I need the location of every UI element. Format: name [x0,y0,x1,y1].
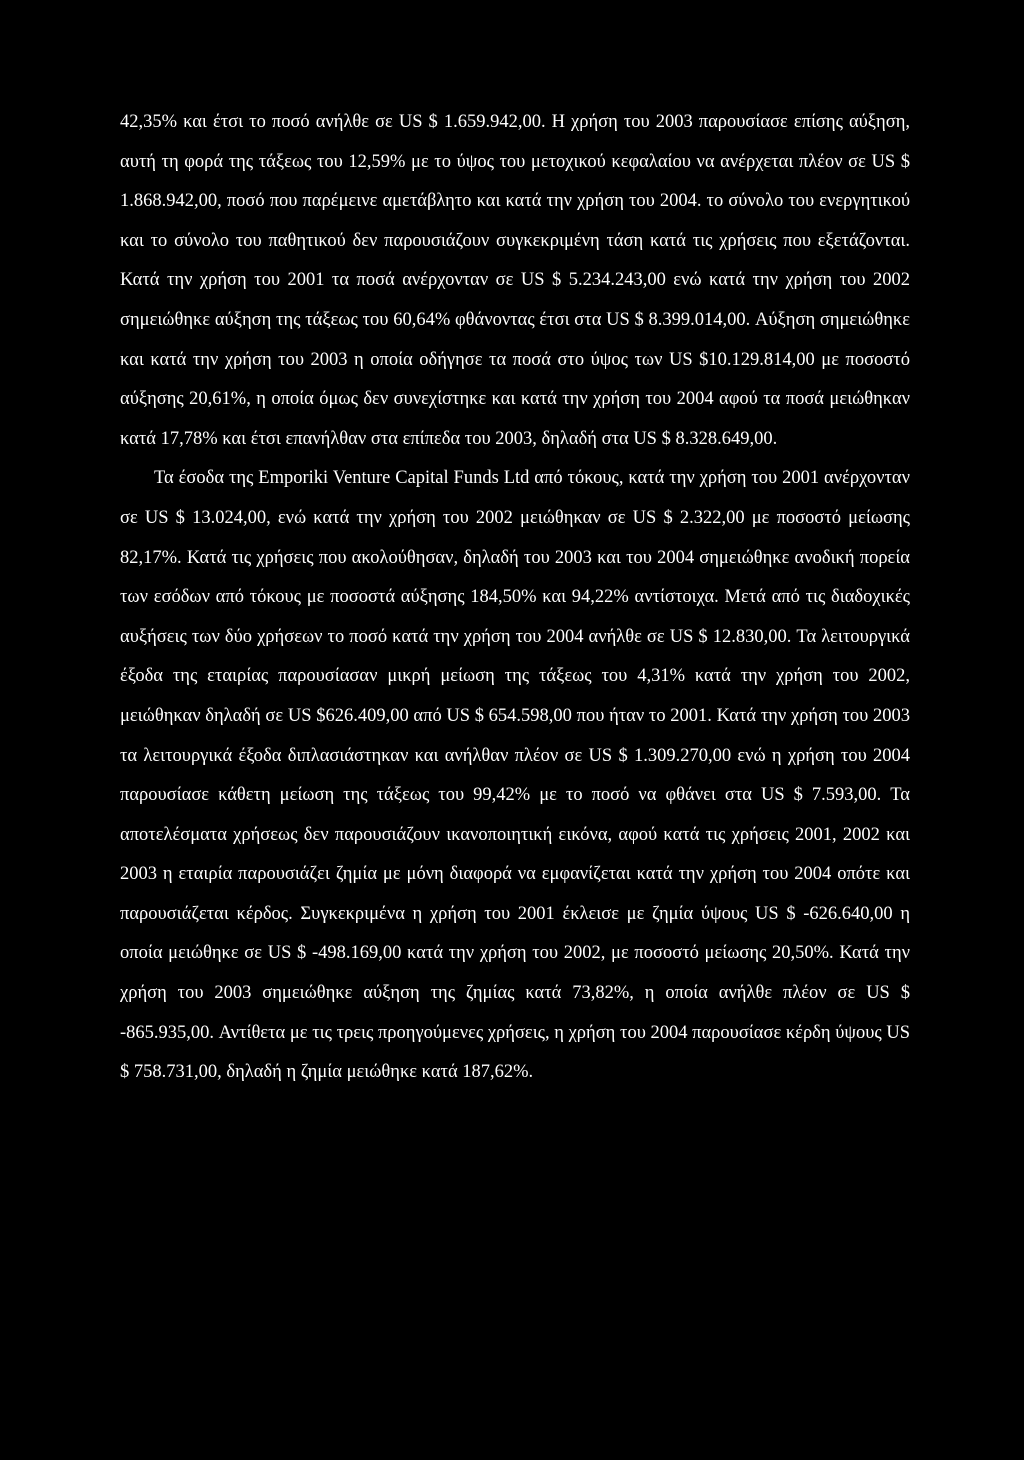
body-text [120,103,910,1093]
paragraph-interest-income: Τα έσοδα της Emporiki Venture Capital Funds Ltd από τόκους, κατά την χρήση του 2001 ανέρχονταν σε US $ 13.024,00, ενώ κατά την χρήση του 2002 μειώθηκαν σε US $ 2.322,00 με ποσοστό μείωσης 82,17%. Κατά τις χρήσεις που ακολούθησαν, δηλαδή του 2003 και του 2004 σημειώθηκε ανοδική πορεία των εσόδων από τόκους με ποσοστά αύξησης 184,50% και 94,22% αντίστοιχα. Μετά από τις διαδοχικές αυξήσεις των δύο χρήσεων το ποσό κατά την χρήση του 2004 ανήλθε σε US $ 12.830,00. Τα λειτουργικά έξοδα της εταιρίας παρουσίασαν μικρή μείωση της τάξεως του 4,31% κατά την χρήση του 2002, μειώθηκαν δηλαδή σε US $626.409,00 από US $ 654.598,00 που ήταν το 2001. Κατά την χρήση του 2003 τα λειτουργικά έξοδα διπλασιάστηκαν και ανήλθαν πλέον σε US $ 1.309.270,00 ενώ η χρήση του 2004 παρουσίασε κάθετη μείωση της τάξεως του 99,42% με το ποσό να φθάνει στα US $ 7.593,00. Τα αποτελέσματα χρήσεως δεν παρουσιάζουν ικανοποιητική εικόνα, αφού κατά τις χρήσεις 2001, 2002 και 2003 η εταιρία παρουσιάζει ζημία με μόνη διαφορά να εμφανίζεται κατά την χρήση του 2004 οπότε και παρουσιάζεται κέρδος. Συγκεκριμένα η χρήση του 2001 έκλεισε με ζημία ύψους US $ -626.640,00 η οποία μειώθηκε σε US $ -498.169,00 κατά την χρήση του 2002, με ποσοστό μείωσης 20,50%. Κατά την χρήση του 2003 σημειώθηκε αύξηση της ζημίας κατά 73,82%, η οποία ανήλθε πλέον σε US $ -865.935,00. Αντίθετα με τις τρεις προηγούμενες χρήσεις, η χρήση του 2004 παρουσίασε κέρδη ύψους US $ 758.731,00, δηλαδή η ζημία μειώθηκε κατά 187,62%. [120,468,910,1083]
paragraph-assets-liabilities: 42,35% και έτσι το ποσό ανήλθε σε US $ 1.659.942,00. Η χρήση του 2003 παρουσίασε επίσης αύξηση, αυτή τη φορά της τάξεως του 12,59% με το ύψος του μετοχικού κεφαλαίου να ανέρχεται πλέον σε US $ 1.868.942,00, ποσό που παρέμεινε αμετάβλητο και κατά την χρήση του 2004. το σύνολο του ενεργητικού και το σύνολο του παθητικού δεν παρουσιάζουν συγκεκριμένη τάση κατά τις χρήσεις που εξετάζονται. Κατά την χρήση του 2001 τα ποσά ανέρχονταν σε US $ 5.234.243,00 ενώ κατά την χρήση του 2002 σημειώθηκε αύξηση της τάξεως του 60,64% φθάνοντας έτσι στα US $ 8.399.014,00. Αύξηση σημειώθηκε και κατά την χρήση του 2003 η οποία οδήγησε τα ποσά στο ύψος των US $10.129.814,00 με ποσοστό αύξησης 20,61%, η οποία όμως δεν συνεχίστηκε και κατά την χρήση του 2004 αφού τα ποσά μειώθηκαν κατά 17,78% και έτσι επανήλθαν στα επίπεδα του 2003, δηλαδή στα US $ 8.328.649,00. [120,112,910,449]
